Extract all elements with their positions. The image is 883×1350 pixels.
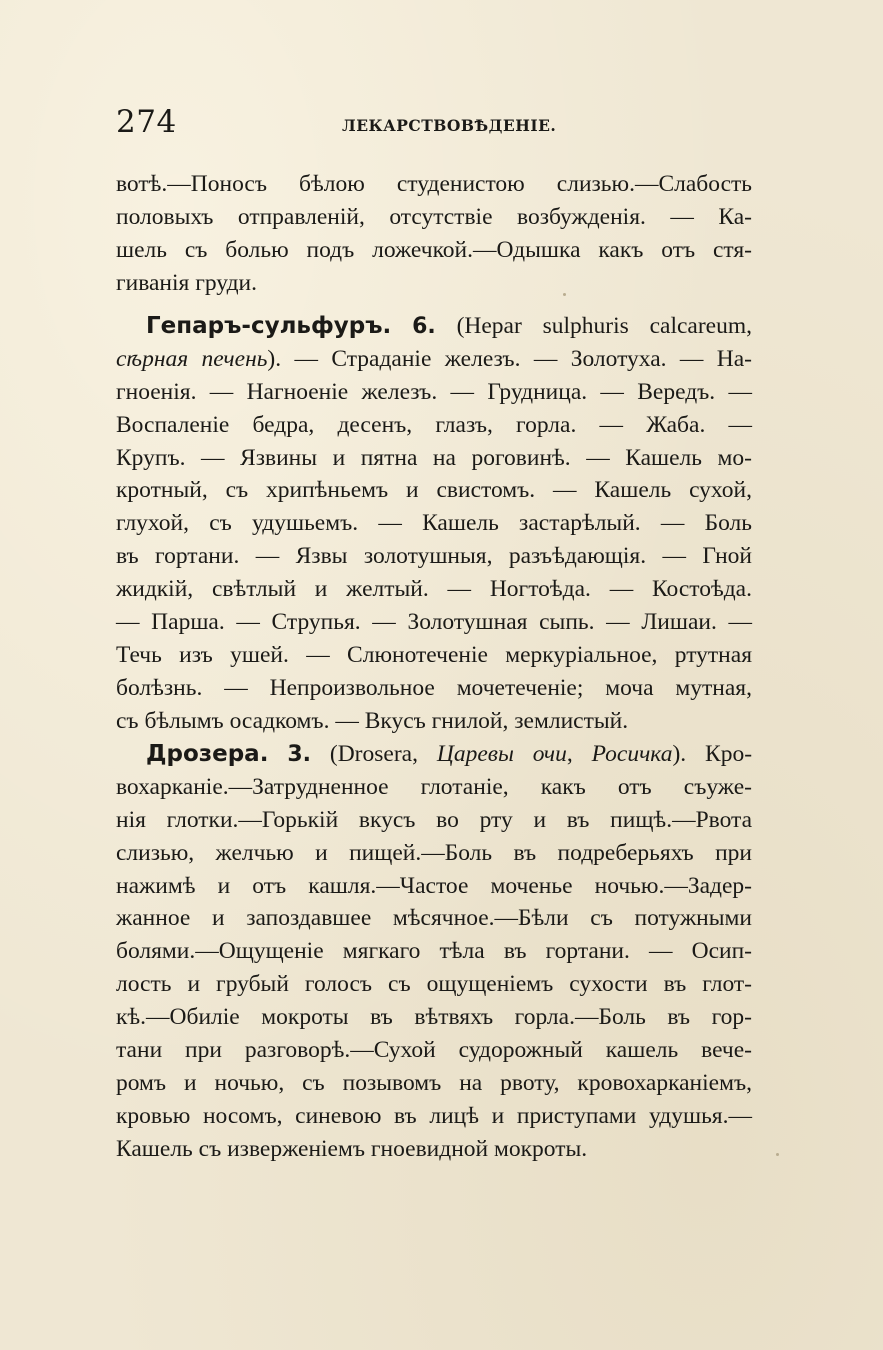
entry-number: 6. <box>412 314 436 339</box>
text-line: кѣ.—Обиліе мокроты въ вѣтвяхъ горла.—Боль въ гор- <box>116 1004 752 1031</box>
paper-speck <box>776 1153 779 1156</box>
entry-latin-name: (Drosera, <box>329 741 418 767</box>
text-line: ромъ и ночью, съ позывомъ на рвоту, кровохарканіемъ, <box>116 1069 752 1096</box>
entry-heading: Дрозера. <box>146 741 269 767</box>
entry-first-line <box>116 738 752 771</box>
text-line: слизью, желчью и пищей.—Боль въ подреберьяхъ при <box>116 839 752 866</box>
text-line: нія глотки.—Горькій вкусъ во рту и въ пищѣ.—Рвота <box>116 806 752 833</box>
text-line: вохарканіе.—Затрудненное глотаніе, какъ отъ съуже- <box>116 773 752 800</box>
text-fragment: ). Кро- <box>672 741 753 767</box>
text-line: Кашель съ изверженіемъ гноевидной мокроты. <box>116 1135 588 1162</box>
entry-latin-name: (Hepar sulphuris calcareum, <box>456 313 753 339</box>
text-line: съ бѣлымъ осадкомъ. — Вкусъ гнилой, землистый. <box>116 707 629 734</box>
entry-first-line <box>116 310 752 343</box>
text-line: кротный, съ хрипѣньемъ и свистомъ. — Кашель сухой, <box>116 477 752 504</box>
text-line: въ гортани. — Язвы золотушныя, разъѣдающія. — Гной <box>116 543 752 570</box>
entry-russian-name: сѣрная печень <box>116 345 268 372</box>
page-header <box>116 104 766 144</box>
text-line: тани при разговорѣ.—Сухой судорожный кашель вече- <box>116 1037 752 1064</box>
paragraph-continuation <box>116 168 752 300</box>
text-line: кровью носомъ, синевою въ лицѣ и приступами удушья.— <box>116 1102 752 1129</box>
text-line: лость и грубый голосъ съ ощущеніемъ сухости въ глот- <box>116 971 752 998</box>
paper-speck <box>563 293 566 296</box>
text-line: гиванія груди. <box>116 269 257 296</box>
entry-drosera <box>116 738 752 1166</box>
text-line: нажимѣ и отъ кашля.—Частое моченье ночью.—Задер- <box>116 872 752 899</box>
text-line: гноенія. — Нагноеніе железъ. — Грудница. — Вередъ. — <box>116 378 752 405</box>
entry-russian-name-alt: Росичка <box>591 741 673 767</box>
entry-heading: Гепаръ-сульфуръ. <box>146 313 392 339</box>
text-line: — Парша. — Струпья. — Золотушная сыпь. — Лишаи. — <box>116 609 752 636</box>
page-number: 274 <box>116 104 177 140</box>
text-line: Крупъ. — Язвины и пятна на роговинѣ. — Кашель мо- <box>116 444 752 471</box>
text-line: Течь изъ ушей. — Слюнотеченіе меркуріальное, ртутная <box>116 641 752 668</box>
text-line: жидкій, свѣтлый и желтый. — Ногтоѣда. — Костоѣда. <box>116 576 752 603</box>
text-fragment: ). — Страданіе железъ. — Золотуха. — На- <box>267 345 752 372</box>
entry-hepar-sulphur <box>116 310 752 738</box>
text-line: болями.—Ощущеніе мягкаго тѣла въ гортани. — Осип- <box>116 938 752 965</box>
text-line <box>116 343 752 376</box>
text-line: глухой, съ удушьемъ. — Кашель застарѣлый. — Боль <box>116 510 752 537</box>
text-line: жанное и запоздавшее мѣсячное.—Бѣли съ потужными <box>116 905 752 932</box>
text-line: болѣзнь. — Непроизвольное мочетеченіе; моча мутная, <box>116 674 752 701</box>
text-line: половыхъ отправленій, отсутствіе возбужденія. — Ка- <box>116 203 752 230</box>
running-title: ЛЕКАРСТВОВѢДЕНІЕ. <box>342 116 557 135</box>
entry-number: 3. <box>287 742 311 767</box>
text-fragment: , <box>566 741 573 767</box>
text-line: Воспаленіе бедра, десенъ, глазъ, горла. — Жаба. — <box>116 411 752 438</box>
entry-russian-name: Царевы очи <box>436 741 567 767</box>
text-line: вотѣ.—Поносъ бѣлою студенистою слизью.—Слабость <box>116 171 752 197</box>
text-line: шель съ болью подъ ложечкой.—Одышка какъ отъ стя- <box>116 236 752 263</box>
